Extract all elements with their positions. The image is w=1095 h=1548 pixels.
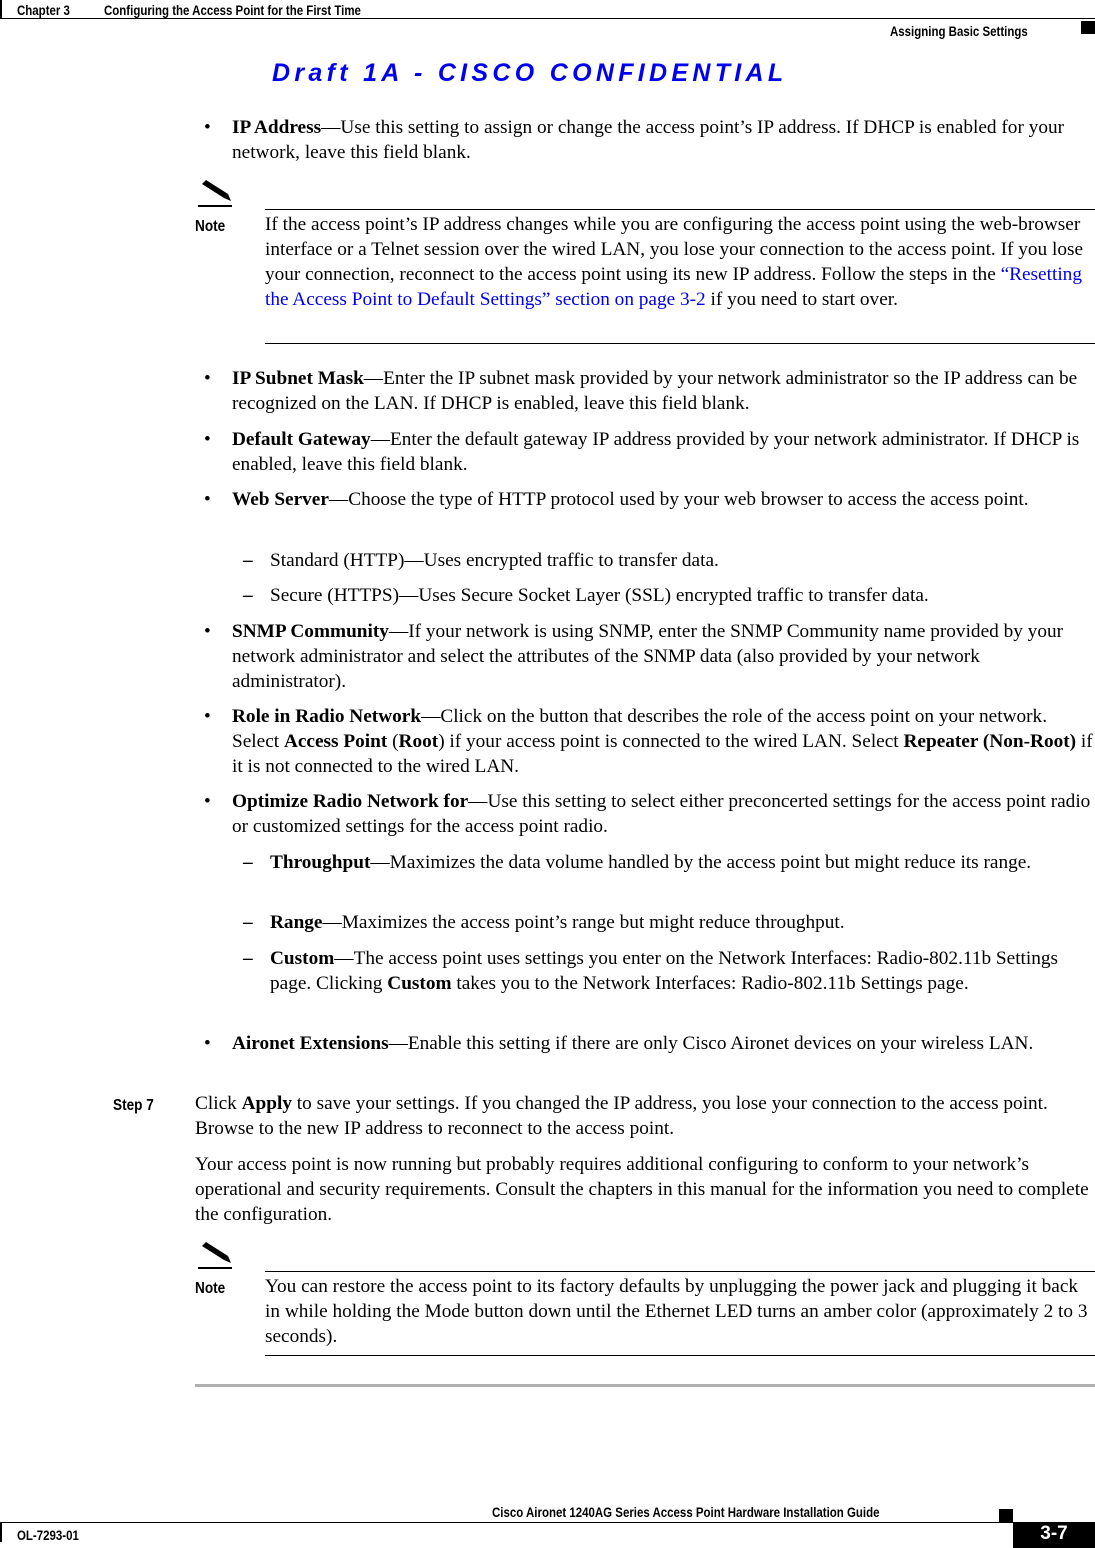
bullet: •	[204, 621, 211, 642]
sub-item-http: Standard (HTTP)—Uses encrypted traffic to transfer data.	[270, 550, 719, 571]
desc: —If your network is using SNMP, enter the SNMP Community name provided by your network administrator and select the attributes of the SNMP data (also provided by your network administrator).	[232, 621, 1064, 692]
bullet: •	[204, 489, 211, 510]
list-item-web-server	[232, 487, 1094, 512]
term: Role in Radio Network	[232, 706, 422, 727]
desc: —Maximizes the access point’s range but might reduce throughput.	[322, 912, 845, 933]
list-item-default-gateway	[232, 427, 1094, 477]
bullet: •	[204, 429, 211, 450]
term: Default Gateway	[232, 429, 371, 450]
desc: (	[387, 731, 399, 752]
dash: –	[243, 912, 253, 933]
note-label: Note	[195, 1280, 226, 1297]
term: Optimize Radio Network for	[232, 791, 469, 812]
bullet: •	[204, 706, 211, 727]
term: Aironet Extensions	[232, 1033, 389, 1054]
list-item-snmp	[232, 619, 1094, 694]
footer-left-bar	[0, 1522, 2, 1542]
desc: —Use this setting to select either preconcerted settings for the access point radio or customized settings for the access point radio.	[232, 791, 1091, 837]
note-bottom-rule	[265, 1355, 1095, 1356]
desc: ) if your access point is connected to the wired LAN. Select	[438, 731, 904, 752]
note-text-part: If the access point’s IP address changes while you are configuring the access point using the web-browser interface or a Telnet session over the wired LAN, you lose your connection to the access point. If you lose your connection, reconnect to the access point using its new IP address. Follow the steps in the	[265, 214, 1084, 285]
term: IP Subnet Mask	[232, 368, 364, 389]
footer-marker	[999, 1509, 1013, 1523]
term: Apply	[241, 1093, 292, 1114]
end-of-section-rule	[195, 1384, 1095, 1387]
sub-item-range	[270, 910, 1095, 935]
note-label: Note	[195, 218, 226, 235]
note-bottom-rule	[265, 343, 1095, 344]
term: Root	[398, 731, 439, 752]
note-text	[265, 212, 1095, 312]
desc: —Enable this setting if there are only Cisco Aironet devices on your wireless LAN.	[388, 1033, 1034, 1054]
desc: —Maximizes the data volume handled by the access point but might reduce its range.	[370, 852, 1032, 873]
step-label: Step 7	[113, 1097, 154, 1114]
term: Custom	[270, 948, 335, 969]
note-top-rule	[265, 1271, 1095, 1272]
list-item-subnet-mask	[232, 366, 1094, 416]
pencil-note-icon	[198, 1242, 234, 1270]
note-top-rule	[265, 209, 1095, 210]
step-text	[195, 1091, 1095, 1141]
dash: –	[243, 948, 253, 969]
note-text: You can restore the access point to its factory defaults by unplugging the power jack and plugging it back in while holding the Mode button down until the Ethernet LED turns an amber color (approximately 2 to 3 seconds).	[265, 1276, 1088, 1347]
chapter-number: Chapter 3	[17, 3, 70, 18]
bullet: •	[204, 368, 211, 389]
bullet: •	[204, 791, 211, 812]
sub-item-https: Secure (HTTPS)—Uses Secure Socket Layer (SSL) encrypted traffic to transfer data.	[270, 585, 929, 606]
term: Throughput	[270, 852, 371, 873]
step-paragraph: Your access point is now running but probably requires additional configuring to conform to your network’s operational and security requirements. Consult the chapters in this manual for the information you need to complete the configuration.	[195, 1154, 1089, 1225]
desc: Click	[195, 1093, 242, 1114]
desc: —Enter the default gateway IP address provided by your network administrator. If DHCP is enabled, leave this field blank.	[232, 429, 1080, 475]
note-text-part: if you need to start over.	[705, 289, 898, 310]
term: SNMP Community	[232, 621, 389, 642]
dash: –	[243, 585, 253, 606]
list-item-aironet-extensions	[232, 1031, 1094, 1056]
draft-watermark: Draft 1A - CISCO CONFIDENTIAL	[272, 59, 788, 87]
bullet: •	[204, 117, 211, 138]
desc: to save your settings. If you changed the IP address, you lose your connection to the access point. Browse to the new IP address to reconnect to the access point.	[195, 1093, 1048, 1139]
list-item-role	[232, 704, 1094, 779]
desc: —Enter the IP subnet mask provided by your network administrator so the IP address can be recognized on the LAN. If DHCP is enabled, leave this field blank.	[232, 368, 1078, 414]
term: Custom	[387, 973, 452, 994]
cross-reference-link[interactable]: “Resetting the Access Point to Default Settings” section on page 3-2	[265, 264, 1082, 310]
page-number: 3-7	[1040, 1523, 1068, 1544]
sub-item-throughput	[270, 850, 1095, 875]
term: Web Server	[232, 489, 329, 510]
pencil-note-icon	[198, 180, 234, 208]
dash: –	[243, 550, 253, 571]
list-item-optimize	[232, 789, 1094, 839]
desc: —The access point uses settings you enter on the Network Interfaces: Radio-802.11b Settings page. Clicking	[270, 948, 1059, 994]
footer-rule	[0, 1522, 1013, 1523]
document-id: OL-7293-01	[17, 1528, 79, 1543]
term: Access Point	[283, 731, 388, 752]
chapter-title: Configuring the Access Point for the First Time	[104, 3, 361, 18]
term: Repeater (Non-Root)	[903, 731, 1077, 752]
dash: –	[243, 852, 253, 873]
desc: —Choose the type of HTTP protocol used by your web browser to access the access point.	[328, 489, 1029, 510]
page-number-box	[1013, 1522, 1095, 1548]
list-item-ip-address	[232, 115, 1094, 165]
term: Range	[270, 912, 323, 933]
bullet: •	[204, 1033, 211, 1054]
header-left-bar	[0, 0, 2, 18]
guide-title: Cisco Aironet 1240AG Series Access Point Hardware Installation Guide	[492, 1505, 880, 1520]
desc: —Click on the button that describes the role of the access point on your network. Select	[232, 706, 1048, 752]
section-title: Assigning Basic Settings	[890, 24, 1028, 39]
term: IP Address	[232, 117, 322, 138]
desc: takes you to the Network Interfaces: Radio-802.11b Settings page.	[451, 973, 969, 994]
desc: —Use this setting to assign or change the access point’s IP address. If DHCP is enabled for your network, leave this field blank.	[232, 117, 1065, 163]
header-marker	[1081, 21, 1095, 34]
desc: if it is not connected to the wired LAN.	[232, 731, 1093, 777]
sub-item-custom	[270, 946, 1095, 996]
